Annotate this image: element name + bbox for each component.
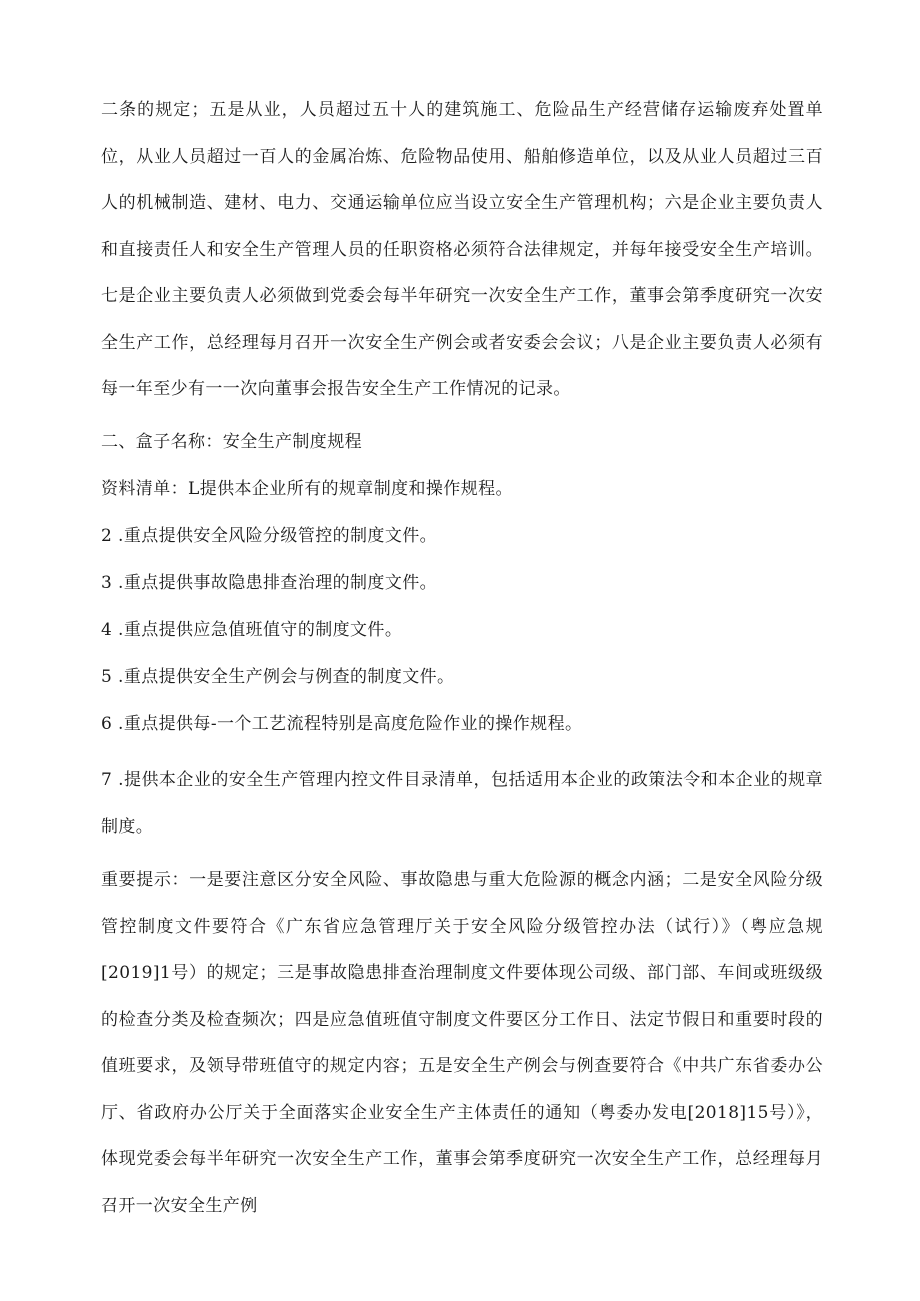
list-item-6: 6 .重点提供每-一个工艺流程特别是高度危险作业的操作规程。: [101, 714, 583, 734]
section-heading-box-name: 二、盒子名称：安全生产制度规程: [101, 432, 362, 452]
list-item-5: 5 .重点提供安全生产例会与例查的制度文件。: [101, 667, 455, 687]
paragraph-continued-rules: 二条的规定；五是从业，人员超过五十人的建筑施工、危险品生产经营储存运输废弃处置单位，从业人员超过一百人的金属冶炼、危险物品使用、船舶修造单位，以及从业人员超过三百人的机械制造、建材、电力、交通运输单位应当设立安全生产管理机构；六是企业主要负责人和直接责任人和安全生产管理人员的任职资格必须符合法律规定，并每年接受安全生产培训。七是企业主要负责人必须做到党委会每半年研究一次安全生产工作，董事会第季度研究一次安全生产工作，总经理每月召开一次安全生产例会或者安委会会议；八是企业主要负责人必须有每一年至少有一一次向董事会报告安全生产工作情况的记录。: [101, 100, 823, 399]
list-item-7: 7 .提供本企业的安全生产管理内控文件目录清单，包括适用本企业的政策法令和本企业的规章制度。: [101, 770, 823, 837]
list-intro: 资料清单：L提供本企业所有的规章制度和操作规程。: [101, 479, 513, 499]
list-item-2: 2 .重点提供安全风险分级管控的制度文件。: [101, 526, 438, 546]
list-item-3: 3 .重点提供事故隐患排查治理的制度文件。: [101, 573, 438, 593]
important-note: 重要提示：一是要注意区分安全风险、事故隐患与重大危险源的概念内涵；二是安全风险分级管控制度文件要符合《广东省应急管理厅关于安全风险分级管控办法（试行）》（粤应急规[2019]1号）的规定；三是事故隐患排查治理制度文件要体现公司级、部门部、车间或班级级的检查分类及检查频次；四是应急值班值守制度文件要区分工作日、法定节假日和重要时段的值班要求，及领导带班值守的规定内容；五是安全生产例会与例查要符合《中共广东省委办公厅、省政府办公厅关于全面落实企业安全生产主体责任的通知（粤委办发电[2018]15号）》，体现党委会每半年研究一次安全生产工作，董事会第季度研究一次安全生产工作，总经理每月召开一次安全生产例: [101, 870, 823, 1216]
list-item-4: 4 .重点提供应急值班值守的制度文件。: [101, 620, 403, 640]
